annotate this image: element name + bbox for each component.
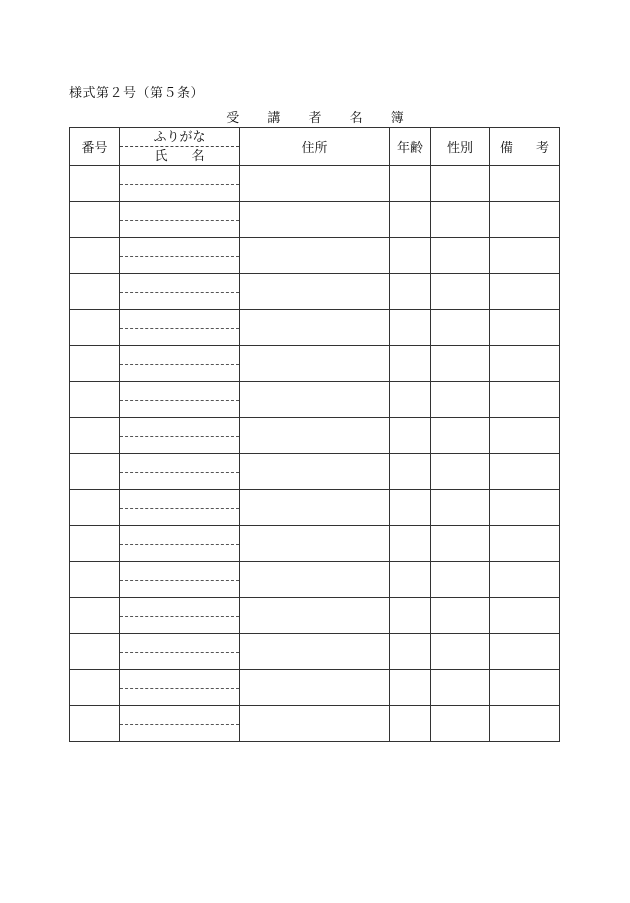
table-row xyxy=(70,166,560,202)
row-number-cell[interactable] xyxy=(70,490,120,526)
table-row xyxy=(70,454,560,490)
row-address-cell[interactable] xyxy=(240,202,390,238)
row-number-cell[interactable] xyxy=(70,274,120,310)
row-sex-cell[interactable] xyxy=(431,670,490,706)
row-sex-cell[interactable] xyxy=(431,382,490,418)
row-name[interactable] xyxy=(120,292,239,310)
row-name-cell[interactable] xyxy=(120,310,240,346)
row-sex-cell[interactable] xyxy=(431,310,490,346)
row-address-cell[interactable] xyxy=(240,418,390,454)
row-sex-cell[interactable] xyxy=(431,238,490,274)
row-name[interactable] xyxy=(120,508,239,526)
table-row xyxy=(70,418,560,454)
row-name-cell[interactable] xyxy=(120,562,240,598)
row-remarks-cell[interactable] xyxy=(490,454,560,490)
row-furigana[interactable] xyxy=(120,166,239,184)
row-furigana[interactable] xyxy=(120,526,239,544)
row-furigana[interactable] xyxy=(120,598,239,616)
row-sex-cell[interactable] xyxy=(431,706,490,742)
row-furigana[interactable] xyxy=(120,454,239,472)
row-age-cell[interactable] xyxy=(390,454,431,490)
table-row xyxy=(70,490,560,526)
row-furigana[interactable] xyxy=(120,382,239,400)
row-address-cell[interactable] xyxy=(240,526,390,562)
row-number-cell[interactable] xyxy=(70,346,120,382)
row-number-cell[interactable] xyxy=(70,166,120,202)
row-age-cell[interactable] xyxy=(390,238,431,274)
row-name[interactable] xyxy=(120,688,239,706)
row-address-cell[interactable] xyxy=(240,670,390,706)
row-name-cell[interactable] xyxy=(120,382,240,418)
row-address-cell[interactable] xyxy=(240,166,390,202)
row-remarks-cell[interactable] xyxy=(490,274,560,310)
header-address: 住所 xyxy=(240,128,390,166)
row-sex-cell[interactable] xyxy=(431,454,490,490)
row-furigana[interactable] xyxy=(120,418,239,436)
row-age-cell[interactable] xyxy=(390,274,431,310)
row-address-cell[interactable] xyxy=(240,562,390,598)
row-remarks-cell[interactable] xyxy=(490,346,560,382)
row-number-cell[interactable] xyxy=(70,670,120,706)
form-number-label: 様式第２号（第５条） xyxy=(69,86,205,101)
row-address-cell[interactable] xyxy=(240,346,390,382)
row-name-cell[interactable] xyxy=(120,490,240,526)
row-name-cell[interactable] xyxy=(120,598,240,634)
row-remarks-cell[interactable] xyxy=(490,490,560,526)
row-name-cell[interactable] xyxy=(120,202,240,238)
row-age-cell[interactable] xyxy=(390,346,431,382)
row-name[interactable] xyxy=(120,616,239,634)
row-age-cell[interactable] xyxy=(390,670,431,706)
table-row xyxy=(70,634,560,670)
document-title: 受 講 者 名 簿 xyxy=(226,111,416,126)
row-name-cell[interactable] xyxy=(120,706,240,742)
row-furigana[interactable] xyxy=(120,202,239,220)
row-furigana[interactable] xyxy=(120,238,239,256)
row-sex-cell[interactable] xyxy=(431,346,490,382)
row-age-cell[interactable] xyxy=(390,166,431,202)
row-sex-cell[interactable] xyxy=(431,634,490,670)
row-name[interactable] xyxy=(120,184,239,202)
row-name[interactable] xyxy=(120,328,239,346)
row-remarks-cell[interactable] xyxy=(490,634,560,670)
row-remarks-cell[interactable] xyxy=(490,598,560,634)
roster-body xyxy=(70,166,560,742)
table-row xyxy=(70,706,560,742)
row-name[interactable] xyxy=(120,400,239,418)
row-remarks-cell[interactable] xyxy=(490,706,560,742)
row-sex-cell[interactable] xyxy=(431,418,490,454)
row-age-cell[interactable] xyxy=(390,490,431,526)
row-furigana[interactable] xyxy=(120,274,239,292)
row-name[interactable] xyxy=(120,580,239,598)
row-furigana[interactable] xyxy=(120,310,239,328)
row-address-cell[interactable] xyxy=(240,598,390,634)
row-age-cell[interactable] xyxy=(390,634,431,670)
row-sex-cell[interactable] xyxy=(431,274,490,310)
row-furigana[interactable] xyxy=(120,490,239,508)
row-furigana[interactable] xyxy=(120,706,239,724)
row-sex-cell[interactable] xyxy=(431,202,490,238)
row-remarks-cell[interactable] xyxy=(490,526,560,562)
row-name[interactable] xyxy=(120,436,239,454)
row-address-cell[interactable] xyxy=(240,310,390,346)
row-address-cell[interactable] xyxy=(240,454,390,490)
header-age: 年齢 xyxy=(390,128,431,166)
row-sex-cell[interactable] xyxy=(431,526,490,562)
row-address-cell[interactable] xyxy=(240,490,390,526)
row-remarks-cell[interactable] xyxy=(490,310,560,346)
row-name-cell[interactable] xyxy=(120,274,240,310)
header-name: 氏名 xyxy=(154,148,229,164)
row-remarks-cell[interactable] xyxy=(490,418,560,454)
row-name[interactable] xyxy=(120,364,239,382)
header-furigana: ふりがな xyxy=(120,128,239,147)
row-number-cell[interactable] xyxy=(70,706,120,742)
row-name-cell[interactable] xyxy=(120,346,240,382)
row-remarks-cell[interactable] xyxy=(490,670,560,706)
row-furigana[interactable] xyxy=(120,670,239,688)
attendee-roster-table xyxy=(69,127,560,742)
row-name[interactable] xyxy=(120,724,239,742)
row-name-cell[interactable] xyxy=(120,454,240,490)
row-number-cell[interactable] xyxy=(70,454,120,490)
row-age-cell[interactable] xyxy=(390,202,431,238)
row-remarks-cell[interactable] xyxy=(490,202,560,238)
row-name-cell[interactable] xyxy=(120,526,240,562)
row-name[interactable] xyxy=(120,472,239,490)
header-remarks-char-2: 考 xyxy=(535,141,549,156)
row-name-cell[interactable] xyxy=(120,166,240,202)
row-number-cell[interactable] xyxy=(70,634,120,670)
row-number-cell[interactable] xyxy=(70,526,120,562)
row-name[interactable] xyxy=(120,652,239,670)
row-number-cell[interactable] xyxy=(70,382,120,418)
row-address-cell[interactable] xyxy=(240,274,390,310)
row-age-cell[interactable] xyxy=(390,310,431,346)
row-age-cell[interactable] xyxy=(390,598,431,634)
row-name-cell[interactable] xyxy=(120,670,240,706)
row-name[interactable] xyxy=(120,220,239,238)
table-row xyxy=(70,526,560,562)
table-row xyxy=(70,238,560,274)
row-name-cell[interactable] xyxy=(120,238,240,274)
row-furigana[interactable] xyxy=(120,634,239,652)
row-name-cell[interactable] xyxy=(120,634,240,670)
row-sex-cell[interactable] xyxy=(431,166,490,202)
header-remarks xyxy=(490,128,560,166)
row-name-cell[interactable] xyxy=(120,418,240,454)
row-address-cell[interactable] xyxy=(240,382,390,418)
row-age-cell[interactable] xyxy=(390,418,431,454)
row-sex-cell[interactable] xyxy=(431,598,490,634)
header-row xyxy=(70,128,560,166)
row-age-cell[interactable] xyxy=(390,562,431,598)
row-remarks-cell[interactable] xyxy=(490,562,560,598)
row-number-cell[interactable] xyxy=(70,202,120,238)
table-row xyxy=(70,382,560,418)
header-name-cell xyxy=(120,128,240,166)
row-number-cell[interactable] xyxy=(70,562,120,598)
row-address-cell[interactable] xyxy=(240,706,390,742)
table-row xyxy=(70,562,560,598)
row-address-cell[interactable] xyxy=(240,634,390,670)
row-remarks-cell[interactable] xyxy=(490,166,560,202)
row-name[interactable] xyxy=(120,544,239,562)
row-age-cell[interactable] xyxy=(390,382,431,418)
row-number-cell[interactable] xyxy=(70,418,120,454)
row-remarks-cell[interactable] xyxy=(490,238,560,274)
row-furigana[interactable] xyxy=(120,562,239,580)
row-age-cell[interactable] xyxy=(390,706,431,742)
table-row xyxy=(70,202,560,238)
row-age-cell[interactable] xyxy=(390,526,431,562)
table-row xyxy=(70,346,560,382)
row-address-cell[interactable] xyxy=(240,238,390,274)
row-number-cell[interactable] xyxy=(70,598,120,634)
header-number: 番号 xyxy=(70,128,120,166)
table-row xyxy=(70,670,560,706)
row-number-cell[interactable] xyxy=(70,310,120,346)
header-sex: 性別 xyxy=(431,128,490,166)
table-row xyxy=(70,598,560,634)
row-sex-cell[interactable] xyxy=(431,490,490,526)
table-row xyxy=(70,274,560,310)
row-remarks-cell[interactable] xyxy=(490,382,560,418)
table-row xyxy=(70,310,560,346)
row-sex-cell[interactable] xyxy=(431,562,490,598)
row-number-cell[interactable] xyxy=(70,238,120,274)
header-remarks-char-1: 備 xyxy=(500,141,514,156)
row-furigana[interactable] xyxy=(120,346,239,364)
row-name[interactable] xyxy=(120,256,239,274)
